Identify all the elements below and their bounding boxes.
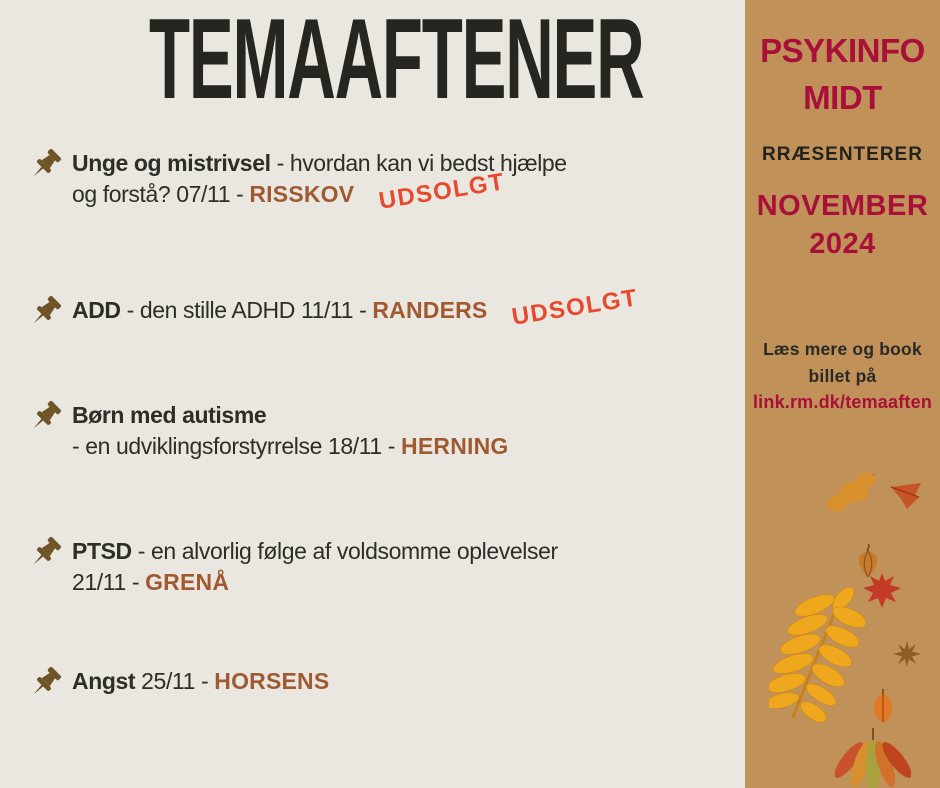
event-text [72, 284, 641, 331]
event-item [26, 536, 558, 598]
virginia-creeper-leaf-icon [835, 726, 911, 788]
event-text-segment: ADD [72, 297, 121, 323]
event-text-segment: PTSD [72, 538, 132, 564]
page-title: TEMAAFTENER [148, 0, 644, 123]
brand-name [745, 27, 940, 121]
event-text-segment: og forstå? 07/11 - [72, 181, 250, 207]
event-text-segment: Unge og mistrivsel [72, 150, 271, 176]
event-line [72, 168, 567, 215]
event-text-segment: 25/11 - [135, 668, 215, 694]
event-location: RANDERS [372, 297, 488, 323]
orange-leaf-icon [871, 688, 895, 729]
event-location: HERNING [401, 433, 509, 459]
booking-info-line2: billet på [808, 366, 877, 386]
event-text [72, 400, 509, 462]
month-label [745, 187, 940, 263]
event-text [72, 536, 558, 598]
oak-leaf-icon [821, 470, 883, 521]
event-line [72, 536, 558, 567]
event-text [72, 148, 567, 215]
event-text [72, 666, 329, 697]
event-text-segment: - en alvorlig følge af voldsomme oplevelser [131, 538, 558, 564]
month-line1: NOVEMBER [756, 190, 929, 222]
event-location: GRENÅ [145, 569, 230, 595]
event-text-segment: - en udviklingsforstyrrelse 18/11 - [72, 433, 402, 459]
event-location: RISSKOV [249, 181, 355, 207]
red-leaf-fragment-icon [889, 481, 923, 516]
brand-line2: MIDT [803, 79, 882, 116]
event-line [72, 284, 641, 331]
pushpin-icon [26, 146, 64, 189]
event-text-segment: - den stille ADHD 11/11 - [120, 297, 373, 323]
month-line2: 2024 [809, 228, 876, 260]
sold-out-badge: UDSOLGT [510, 284, 641, 331]
pushpin-icon [26, 534, 64, 577]
pushpin-icon [26, 664, 64, 707]
event-item [26, 148, 567, 215]
event-item [26, 666, 329, 707]
event-text-segment: Børn med autisme [72, 402, 267, 428]
event-item [26, 400, 509, 462]
pushpin-icon [26, 293, 64, 336]
star-anise-icon [893, 641, 921, 672]
sold-out-badge: UDSOLGT [377, 168, 508, 215]
event-item [26, 284, 641, 336]
rowan-compound-leaf-icon [769, 588, 865, 733]
event-line [72, 567, 558, 598]
event-line [72, 666, 329, 697]
presents-label: RRÆSENTERER [762, 144, 923, 165]
event-text-segment: - hvordan kan vi bedst hjælpe [270, 150, 567, 176]
event-line [72, 431, 509, 462]
maple-leaf-icon [861, 571, 903, 614]
event-location: HORSENS [214, 668, 330, 694]
sidebar [745, 0, 940, 788]
event-text-segment: 21/11 - [72, 569, 146, 595]
pushpin-icon [26, 398, 64, 441]
booking-info-line1: Læs mere og book [763, 339, 922, 359]
event-line [72, 400, 509, 431]
booking-link[interactable]: link.rm.dk/temaaften [752, 392, 933, 412]
event-text-segment: Angst [72, 668, 136, 694]
booking-info [745, 336, 940, 390]
brand-line1: PSYKINFO [760, 32, 925, 69]
